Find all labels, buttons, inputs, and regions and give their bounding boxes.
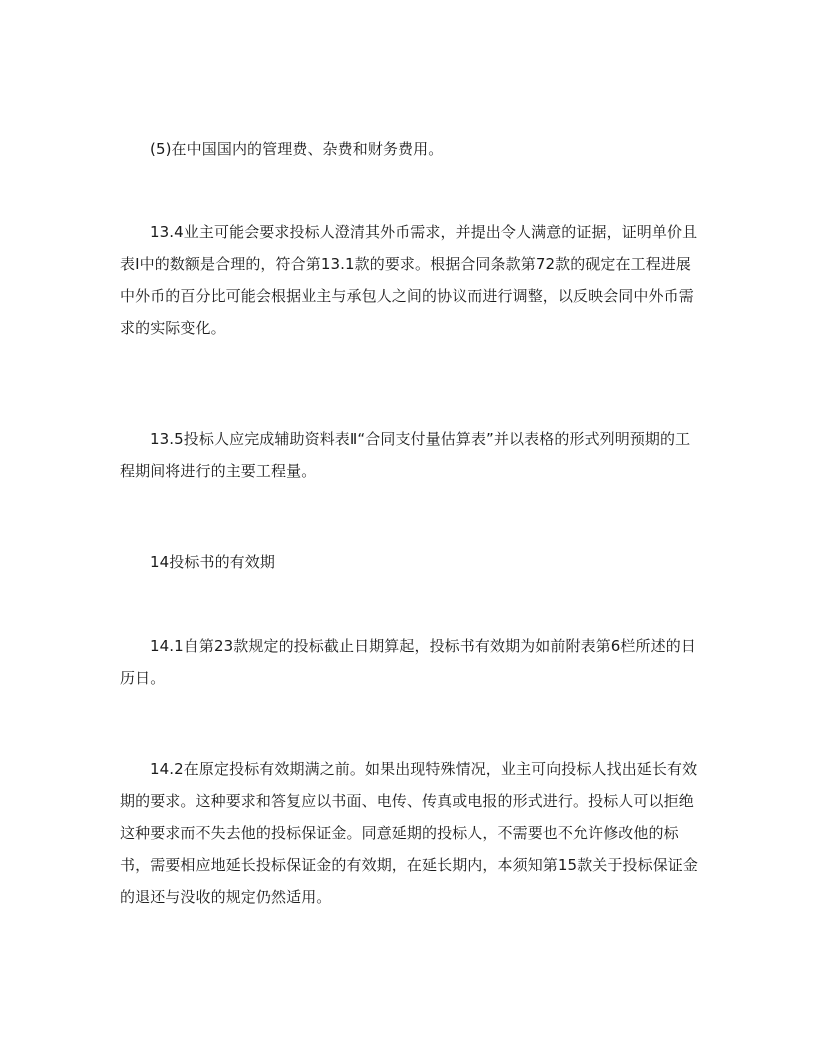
paragraph-13-5: 13.5投标人应完成辅助资料表Ⅱ“合同支付量估算表”并以表格的形式列明预期的工程期间将进行的主要工程量。 xyxy=(120,430,691,480)
paragraph-13-4: 13.4业主可能会要求投标人澄清其外币需求，并提出令人满意的证据，证明单价且表I中的数额是合理的，符合第13.1款的要求。根据合同条款第72款的砚定在工程进展中外币的百分比可能会根据业主与承包人之间的协议而进行调整，以反映会同中外币需求的实际变化。 xyxy=(120,223,698,337)
paragraph-14-1: 14.1自第23款规定的投标截止日期算起，投标书有效期为如前附表第6栏所述的日历日。 xyxy=(120,637,696,687)
section-heading-14: 14投标书的有效期 xyxy=(150,553,275,571)
paragraph-14-2: 14.2在原定投标有效期满之前。如果出现特殊情况，业主可向投标人找出延长有效期的要求。这种要求和答复应以书面、电传、传真或电报的形式进行。投标人可以拒绝这种要求而不失去他的投标保证金。同意延期的投标人，不需要也不允许修改他的标书，需要相应地延长投标保证金的有效期，在延长期内，本须知第15款关于投标保证金的退还与没收的规定仍然适用。 xyxy=(120,760,698,906)
paragraph-management-fees: (5)在中国国内的管理费、杂费和财务费用。 xyxy=(150,140,444,158)
